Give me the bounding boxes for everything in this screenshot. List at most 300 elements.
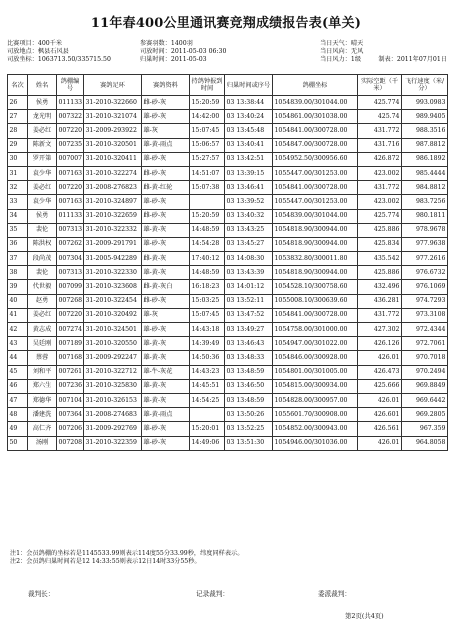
- cell-name: 吴廷刚: [28, 337, 57, 351]
- cell-ring: 31-2010-321074: [84, 110, 142, 124]
- cell-clock-time: 16:18:23: [190, 280, 225, 294]
- wind-force: 当日风力：1级: [320, 56, 362, 63]
- cell-clock-time: 14:43:18: [190, 323, 225, 337]
- cell-rank: 34: [8, 209, 28, 223]
- header-arrival: 归巢时间或序号: [225, 75, 273, 96]
- cell-loft-id: 007099: [57, 280, 84, 294]
- cell-clock-time: 15:06:57: [190, 138, 225, 152]
- cell-ring: 31-2010-322454: [84, 294, 142, 308]
- table-row: [8, 393, 448, 407]
- cell-speed: 980.1811: [402, 209, 448, 223]
- cell-rank: 36: [8, 237, 28, 251]
- cell-clock-time: 14:42:00: [190, 110, 225, 124]
- cell-speed: 969.2805: [402, 408, 448, 422]
- cell-arrival: 03 13:52:25: [225, 422, 273, 436]
- cell-ring: 31-2010-323608: [84, 280, 142, 294]
- cell-coords: 1054841.00/300728.00: [273, 308, 358, 322]
- participants: 参赛羽数：1400羽: [140, 40, 193, 47]
- cell-rank: 39: [8, 280, 28, 294]
- cell-loft-id: 007104: [57, 393, 84, 407]
- cell-distance: 435.542: [358, 252, 402, 266]
- table-row: [8, 294, 448, 308]
- cell-bird-info: 雄-砂-灰: [142, 152, 190, 166]
- cell-distance: 426.01: [358, 393, 402, 407]
- cell-ring: 31-2010-324897: [84, 195, 142, 209]
- cell-clock-time: 15:07:38: [190, 181, 225, 195]
- cell-bird-info: 雌-砂-灰: [142, 209, 190, 223]
- table-row: [8, 252, 448, 266]
- cell-distance: 425.74: [358, 110, 402, 124]
- cell-rank: 49: [8, 422, 28, 436]
- cell-speed: 985.4444: [402, 166, 448, 180]
- cell-ring: 31-2009-292769: [84, 422, 142, 436]
- cell-rank: 41: [8, 308, 28, 322]
- cell-coords: 1054861.00/301038.00: [273, 110, 358, 124]
- cell-arrival: 03 13:50:26: [225, 408, 273, 422]
- cell-ring: 31-2009-293922: [84, 124, 142, 138]
- cell-distance: 425.886: [358, 266, 402, 280]
- cell-clock-time: 15:27:57: [190, 152, 225, 166]
- cell-distance: 426.01: [358, 436, 402, 450]
- cell-arrival: 03 13:43:39: [225, 266, 273, 280]
- cell-ring: 31-2010-322660: [84, 96, 142, 110]
- info-row-3: [7, 56, 447, 64]
- cell-bird-info: 雌-黄-灰: [142, 252, 190, 266]
- table-row: [8, 365, 448, 379]
- release-time: 司放时间：2011-05-03 06:30: [140, 48, 227, 55]
- cell-distance: 426.561: [358, 422, 402, 436]
- cell-speed: 978.9678: [402, 223, 448, 237]
- cell-name: 代世毅: [28, 280, 57, 294]
- footnote-1: 注1：会员鸽棚的坐标若是1145533.99则表示114度55分33.99秒，纬度同样表示。: [10, 550, 244, 557]
- cell-arrival: 03 13:51:30: [225, 436, 273, 450]
- cell-loft-id: 007206: [57, 422, 84, 436]
- cell-arrival: 03 13:52:11: [225, 294, 273, 308]
- header-clock-time: 持鸽钟报到时间: [190, 75, 225, 96]
- cell-distance: 425.666: [358, 379, 402, 393]
- cell-name: 陈新文: [28, 138, 57, 152]
- cell-name: 龙光明: [28, 110, 57, 124]
- cell-ring: 31-2010-322712: [84, 365, 142, 379]
- cell-name: 黄志成: [28, 323, 57, 337]
- cell-bird-info: 雄-黄-灰: [142, 266, 190, 280]
- cell-loft-id: 007168: [57, 351, 84, 365]
- info-row-2: [7, 48, 447, 56]
- cell-ring: 31-2010-322330: [84, 266, 142, 280]
- table-header-row: [8, 75, 448, 96]
- cell-arrival: 03 13:45:48: [225, 124, 273, 138]
- cell-loft-id: 007304: [57, 252, 84, 266]
- cell-coords: 1054818.90/300944.00: [273, 266, 358, 280]
- cell-distance: 423.002: [358, 166, 402, 180]
- cell-bird-info: 雄-黄-雨点: [142, 138, 190, 152]
- cell-speed: 988.3516: [402, 124, 448, 138]
- table-row: [8, 379, 448, 393]
- cell-rank: 27: [8, 110, 28, 124]
- cell-speed: 983.7256: [402, 195, 448, 209]
- cell-coords: 1054947.00/301022.00: [273, 337, 358, 351]
- cell-clock-time: 14:50:36: [190, 351, 225, 365]
- cell-ring: 31-2010-322332: [84, 223, 142, 237]
- cell-rank: 50: [8, 436, 28, 450]
- cell-rank: 30: [8, 152, 28, 166]
- cell-bird-info: 雌-砂-灰: [142, 96, 190, 110]
- cell-name: 侯勇: [28, 96, 57, 110]
- cell-loft-id: 011133: [57, 209, 84, 223]
- cell-bird-info: 雄-黄-灰: [142, 351, 190, 365]
- cell-distance: 426.01: [358, 351, 402, 365]
- table-row: [8, 110, 448, 124]
- cell-rank: 44: [8, 351, 28, 365]
- cell-arrival: 03 13:45:27: [225, 237, 273, 251]
- cell-speed: 973.3108: [402, 308, 448, 322]
- cell-coords: 1054841.00/300728.00: [273, 124, 358, 138]
- cell-coords: 1053832.80/300011.80: [273, 252, 358, 266]
- cell-speed: 993.0983: [402, 96, 448, 110]
- table-row: [8, 337, 448, 351]
- cell-distance: 425.834: [358, 237, 402, 251]
- cell-name: 姜必红: [28, 308, 57, 322]
- cell-clock-time: 15:20:01: [190, 422, 225, 436]
- cell-ring: 31-2010-320550: [84, 337, 142, 351]
- cell-clock-time: [190, 408, 225, 422]
- cell-bird-info: 雄-黄-灰: [142, 393, 190, 407]
- cell-bird-info: 雄-砂-灰: [142, 323, 190, 337]
- cell-name: 赵勇: [28, 294, 57, 308]
- cell-name: 罗开第: [28, 152, 57, 166]
- cell-clock-time: 14:39:49: [190, 337, 225, 351]
- cell-speed: 984.8812: [402, 181, 448, 195]
- cell-coords: 1055008.10/300639.60: [273, 294, 358, 308]
- table-row: [8, 351, 448, 365]
- cell-speed: 986.1892: [402, 152, 448, 166]
- cell-distance: 426.126: [358, 337, 402, 351]
- cell-distance: 431.772: [358, 308, 402, 322]
- cell-ring: 31-2010-326153: [84, 393, 142, 407]
- cell-bird-info: 雄-黄-灰: [142, 337, 190, 351]
- cell-bird-info: 雄-灰: [142, 124, 190, 138]
- cell-name: 姜必红: [28, 181, 57, 195]
- cell-clock-time: 14:51:07: [190, 166, 225, 180]
- cell-coords: 1054815.00/300934.00: [273, 379, 358, 393]
- cell-arrival: 03 13:39:52: [225, 195, 273, 209]
- cell-name: 潘建洗: [28, 408, 57, 422]
- cell-speed: 974.7293: [402, 294, 448, 308]
- cell-clock-time: 17:40:12: [190, 252, 225, 266]
- cell-loft-id: 007220: [57, 308, 84, 322]
- cell-clock-time: 14:45:51: [190, 379, 225, 393]
- cell-clock-time: 14:54:28: [190, 237, 225, 251]
- cell-distance: 432.496: [358, 280, 402, 294]
- cell-rank: 31: [8, 166, 28, 180]
- cell-clock-time: 15:07:45: [190, 308, 225, 322]
- header-loft-id: 鸽棚编号: [57, 75, 84, 96]
- cell-coords: 1054846.00/300928.00: [273, 351, 358, 365]
- header-ring: 赛鸽足环: [84, 75, 142, 96]
- cell-bird-info: 雄-砂-灰: [142, 422, 190, 436]
- page-number: 第2页(共4页): [345, 612, 384, 620]
- cell-ring: 31-2009-291791: [84, 237, 142, 251]
- info-row-1: [7, 40, 447, 48]
- cell-rank: 26: [8, 96, 28, 110]
- cell-clock-time: 14:48:59: [190, 266, 225, 280]
- table-row: [8, 223, 448, 237]
- table-row: [8, 96, 448, 110]
- cell-bird-info: 雄-黄-灰: [142, 223, 190, 237]
- cell-name: 汤刚: [28, 436, 57, 450]
- cell-speed: 976.1069: [402, 280, 448, 294]
- cell-clock-time: [190, 195, 225, 209]
- cell-distance: 436.281: [358, 294, 402, 308]
- header-bird-info: 赛鸽资料: [142, 75, 190, 96]
- cell-arrival: 03 13:48:59: [225, 365, 273, 379]
- cell-distance: 431.716: [358, 138, 402, 152]
- cell-distance: 425.774: [358, 209, 402, 223]
- cell-loft-id: 011133: [57, 96, 84, 110]
- cell-arrival: 03 14:01:12: [225, 280, 273, 294]
- cell-name: 郑六生: [28, 379, 57, 393]
- event-name: 比赛项目：400千米: [7, 40, 63, 47]
- cell-distance: 426.872: [358, 152, 402, 166]
- table-row: [8, 195, 448, 209]
- report-date: 制表：2011年07月01日: [378, 56, 447, 63]
- cell-rank: 47: [8, 393, 28, 407]
- cell-coords: 1054818.90/300944.00: [273, 223, 358, 237]
- recorder-signature: 记录裁判：: [196, 590, 229, 598]
- cell-arrival: 03 13:43:25: [225, 223, 273, 237]
- cell-loft-id: 007189: [57, 337, 84, 351]
- cell-ring: 31-2010-320501: [84, 138, 142, 152]
- weather: 当日天气：晴天: [320, 40, 364, 47]
- cell-rank: 43: [8, 337, 28, 351]
- cell-loft-id: 007007: [57, 152, 84, 166]
- table-row: [8, 308, 448, 322]
- cell-clock-time: 15:20:59: [190, 96, 225, 110]
- cell-name: 郑德华: [28, 393, 57, 407]
- cell-bird-info: 雌-黄-灰白: [142, 280, 190, 294]
- release-coordinates: 司放坐标：1063713.50/335715.50: [7, 56, 111, 63]
- cell-bird-info: 雄-灰: [142, 308, 190, 322]
- cell-arrival: 03 13:39:15: [225, 166, 273, 180]
- cell-coords: 1055601.70/300908.00: [273, 408, 358, 422]
- cell-loft-id: 007262: [57, 237, 84, 251]
- cell-bird-info: 雄-黄-灰: [142, 379, 190, 393]
- cell-name: 袁少华: [28, 166, 57, 180]
- cell-name: 蔡蓉: [28, 351, 57, 365]
- cell-arrival: 03 13:48:59: [225, 393, 273, 407]
- committee-signature: 委派裁判：: [318, 590, 351, 598]
- cell-distance: 431.772: [358, 124, 402, 138]
- cell-speed: 970.2494: [402, 365, 448, 379]
- table-row: [8, 266, 448, 280]
- cell-rank: 28: [8, 124, 28, 138]
- cell-coords: 1054758.00/301000.00: [273, 323, 358, 337]
- table-row: [8, 408, 448, 422]
- cell-arrival: 03 13:46:43: [225, 337, 273, 351]
- table-row: [8, 138, 448, 152]
- cell-clock-time: 14:49:06: [190, 436, 225, 450]
- cell-speed: 977.2616: [402, 252, 448, 266]
- judge-signature: 裁判长：: [28, 590, 55, 598]
- cell-loft-id: 007261: [57, 365, 84, 379]
- cell-speed: 989.9405: [402, 110, 448, 124]
- table-row: [8, 166, 448, 180]
- cell-name: 侯勇: [28, 209, 57, 223]
- cell-bird-info: 雌-砂-灰: [142, 166, 190, 180]
- cell-coords: 1054946.00/301036.00: [273, 436, 358, 450]
- cell-speed: 987.8812: [402, 138, 448, 152]
- cell-arrival: 03 13:38:44: [225, 96, 273, 110]
- cell-rank: 48: [8, 408, 28, 422]
- wind-direction: 当日风向：无风: [320, 48, 364, 55]
- cell-speed: 972.4344: [402, 323, 448, 337]
- cell-name: 陈洪权: [28, 237, 57, 251]
- table-row: [8, 422, 448, 436]
- report-title: 11年春400公里通讯赛竞翔成绩报告表(单关): [90, 16, 362, 31]
- cell-distance: 426.601: [358, 408, 402, 422]
- cell-loft-id: 007163: [57, 195, 84, 209]
- cell-clock-time: 15:03:25: [190, 294, 225, 308]
- table-row: [8, 152, 448, 166]
- cell-name: 姜必红: [28, 124, 57, 138]
- cell-arrival: 03 13:47:52: [225, 308, 273, 322]
- table-row: [8, 124, 448, 138]
- cell-rank: 46: [8, 379, 28, 393]
- cell-bird-info: 雄-牛-灰花: [142, 365, 190, 379]
- cell-name: 刘和平: [28, 365, 57, 379]
- cell-clock-time: 14:43:23: [190, 365, 225, 379]
- cell-coords: 1054528.10/300758.60: [273, 280, 358, 294]
- cell-rank: 40: [8, 294, 28, 308]
- cell-arrival: 03 13:48:33: [225, 351, 273, 365]
- footnotes: [10, 550, 243, 566]
- cell-loft-id: 007208: [57, 436, 84, 450]
- cell-bird-info: 雄-砂-灰: [142, 195, 190, 209]
- cell-coords: 1054841.00/300728.00: [273, 181, 358, 195]
- cell-coords: 1055447.00/301253.00: [273, 195, 358, 209]
- header-distance: 实际空距（千米）: [358, 75, 402, 96]
- cell-coords: 1054952.50/300956.60: [273, 152, 358, 166]
- cell-bird-info: 雌-黄-红轮: [142, 181, 190, 195]
- cell-arrival: 03 13:46:50: [225, 379, 273, 393]
- table-row: [8, 323, 448, 337]
- cell-ring: 31-2010-320411: [84, 152, 142, 166]
- cell-loft-id: 007235: [57, 138, 84, 152]
- cell-coords: 1054801.00/301005.00: [273, 365, 358, 379]
- cell-arrival: 03 13:40:41: [225, 138, 273, 152]
- cell-speed: 964.8058: [402, 436, 448, 450]
- cell-rank: 32: [8, 181, 28, 195]
- cell-loft-id: 007236: [57, 379, 84, 393]
- table-row: [8, 436, 448, 450]
- cell-clock-time: 14:48:59: [190, 223, 225, 237]
- cell-rank: 45: [8, 365, 28, 379]
- cell-coords: 1054839.00/301044.00: [273, 96, 358, 110]
- cell-ring: 31-2005-942289: [84, 252, 142, 266]
- cell-speed: 976.6732: [402, 266, 448, 280]
- header-coords: 鸽棚坐标: [273, 75, 358, 96]
- header-speed: 飞行速度（米/分）: [402, 75, 448, 96]
- cell-arrival: 03 13:49:27: [225, 323, 273, 337]
- cell-rank: 29: [8, 138, 28, 152]
- cell-ring: 31-2010-322359: [84, 436, 142, 450]
- cell-name: 裴伦: [28, 223, 57, 237]
- cell-loft-id: 007163: [57, 166, 84, 180]
- cell-arrival: 03 13:46:41: [225, 181, 273, 195]
- cell-loft-id: 007364: [57, 408, 84, 422]
- cell-name: 裴伦: [28, 266, 57, 280]
- cell-speed: 969.6442: [402, 393, 448, 407]
- cell-speed: 969.8849: [402, 379, 448, 393]
- cell-speed: 970.7018: [402, 351, 448, 365]
- cell-ring: 31-2008-276823: [84, 181, 142, 195]
- cell-arrival: 03 13:40:32: [225, 209, 273, 223]
- cell-speed: 967.359: [402, 422, 448, 436]
- cell-arrival: 03 13:40:24: [225, 110, 273, 124]
- results-table: [7, 74, 448, 451]
- cell-arrival: 03 14:08:30: [225, 252, 273, 266]
- cell-distance: 423.002: [358, 195, 402, 209]
- cell-coords: 1054828.00/300957.00: [273, 393, 358, 407]
- cell-loft-id: 007313: [57, 223, 84, 237]
- release-site: 司放地点：枫县石风县: [7, 48, 69, 55]
- cell-name: 高仁齐: [28, 422, 57, 436]
- header-rank: 名次: [8, 75, 28, 96]
- cell-ring: 31-2010-325830: [84, 379, 142, 393]
- cell-distance: 426.473: [358, 365, 402, 379]
- cell-ring: 31-2010-320492: [84, 308, 142, 322]
- cell-speed: 977.9638: [402, 237, 448, 251]
- cell-clock-time: 14:54:25: [190, 393, 225, 407]
- race-info: [7, 40, 447, 64]
- cell-ring: 31-2010-322659: [84, 209, 142, 223]
- cell-loft-id: 007313: [57, 266, 84, 280]
- cell-bird-info: 雄-砂-灰: [142, 436, 190, 450]
- cell-distance: 425.886: [358, 223, 402, 237]
- table-row: [8, 181, 448, 195]
- cell-loft-id: 007220: [57, 124, 84, 138]
- cell-coords: 1054839.00/301044.00: [273, 209, 358, 223]
- cell-ring: 31-2010-322274: [84, 166, 142, 180]
- cell-rank: 38: [8, 266, 28, 280]
- cell-ring: 31-2010-324501: [84, 323, 142, 337]
- cell-distance: 425.774: [358, 96, 402, 110]
- cell-coords: 1055447.00/301253.00: [273, 166, 358, 180]
- cell-speed: 972.7061: [402, 337, 448, 351]
- table-row: [8, 209, 448, 223]
- cell-rank: 35: [8, 223, 28, 237]
- cell-loft-id: 007322: [57, 110, 84, 124]
- cell-clock-time: 15:07:45: [190, 124, 225, 138]
- cell-rank: 42: [8, 323, 28, 337]
- cell-name: 段尚茂: [28, 252, 57, 266]
- cell-distance: 431.772: [358, 181, 402, 195]
- cell-loft-id: 007220: [57, 181, 84, 195]
- table-row: [8, 237, 448, 251]
- cell-bird-info: 雌-砂-灰: [142, 294, 190, 308]
- cell-bird-info: 雄-砂-灰: [142, 110, 190, 124]
- cell-arrival: 03 13:42:51: [225, 152, 273, 166]
- cell-ring: 31-2008-274683: [84, 408, 142, 422]
- cell-coords: 1054852.00/300943.00: [273, 422, 358, 436]
- cell-loft-id: 007268: [57, 294, 84, 308]
- footnote-2: 注2：会员鸽归巢时间若是12 14:33:55则表示12日14时33分55秒。: [10, 558, 201, 565]
- cell-clock-time: 15:20:59: [190, 209, 225, 223]
- cell-name: 袁少华: [28, 195, 57, 209]
- cell-bird-info: 雄-砂-灰: [142, 237, 190, 251]
- cell-loft-id: 007274: [57, 323, 84, 337]
- cell-ring: 31-2009-292247: [84, 351, 142, 365]
